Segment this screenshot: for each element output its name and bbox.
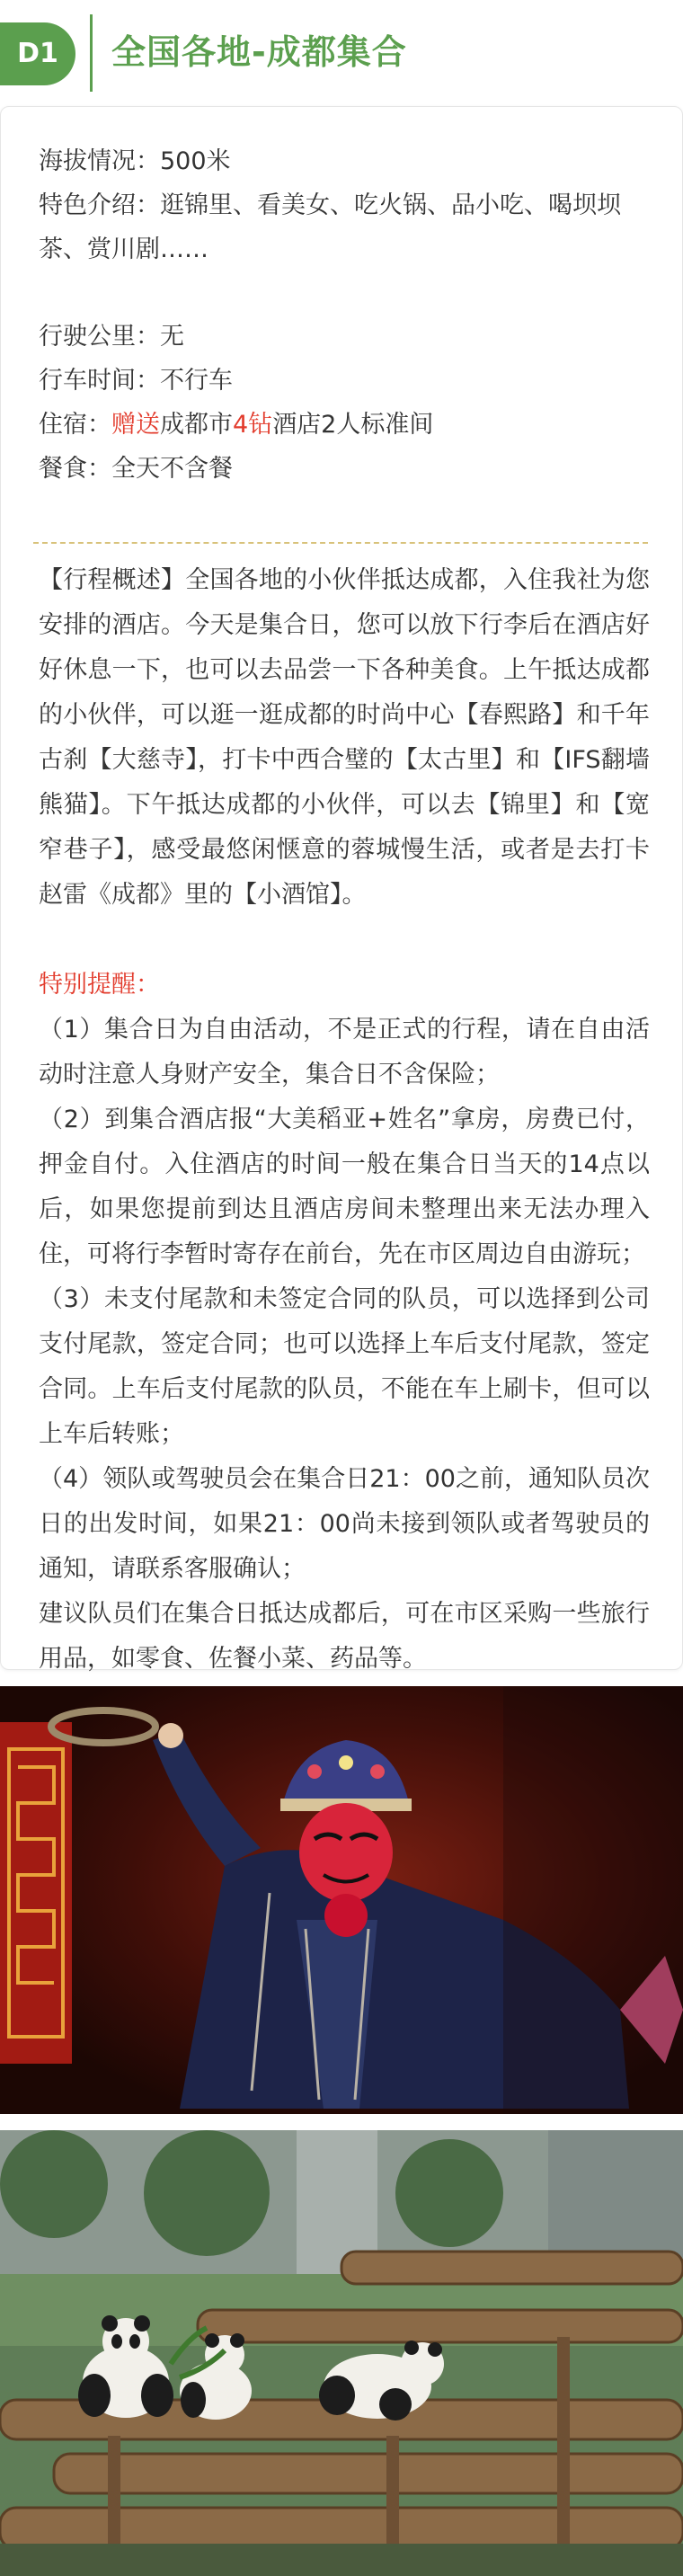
description-block (39, 558, 650, 1682)
day-badge: D1 (0, 22, 75, 85)
dashed-divider (33, 542, 648, 544)
stay-stars: 4钻 (233, 411, 273, 439)
header-divider (90, 14, 93, 92)
reminder-item-3: （3）未支付尾款和未签定合同的队员，可以选择到公司支付尾款，签定合同；也可以选择上车后支付尾款，签定合同。上车后支付尾款的队员，不能在车上刷卡，但可以上车后转账； (39, 1285, 650, 1448)
distance-line: 行驶公里：无 (39, 323, 184, 351)
stay-prefix: 住宿： (39, 411, 111, 439)
day-header (0, 0, 683, 106)
drive-time-line: 行车时间：不行车 (39, 367, 233, 395)
stay-line (39, 403, 650, 447)
reminder-item-2: （2）到集合酒店报“大美稻亚+姓名”拿房，房费已付，押金自付。入住酒店的时间一般在集合日当天的14点以后，如果您提前到达且酒店房间未整理出来无法办理入住，可将行李暂时寄存在前台，先在市区周边自由游玩； (39, 1106, 650, 1268)
features-line: 特色介绍：逛锦里、看美女、吃火锅、品小吃、喝坝坝茶、赏川剧…… (39, 191, 621, 263)
itinerary-card (0, 106, 683, 1673)
meals-line: 餐食：全天不含餐 (39, 455, 233, 483)
overview-paragraph: 【行程概述】全国各地的小伙伴抵达成都，入住我社为您安排的酒店。今天是集合日，您可以放下行李后在酒店好好休息一下，也可以去品尝一下各种美食。上午抵达成都的小伙伴，可以逛一逛成都的时尚中心【春熙路】和千年古刹【大慈寺】，打卡中西合璧的【太古里】和【IFS翻墙熊猫】。下午抵达成都的小伙伴，可以去【锦里】和【宽窄巷子】，感受最悠闲惬意的蓉城慢生活，或者是去打卡赵雷《成都》里的【小酒馆】。 (39, 566, 650, 909)
page-title: 全国各地-成都集合 (111, 32, 407, 72)
panda-base-photo (0, 2130, 683, 2576)
stay-suffix: 酒店2人标准间 (272, 411, 434, 439)
stay-gift: 赠送 (111, 411, 160, 439)
stay-city: 成都市 (160, 411, 233, 439)
reminder-title: 特别提醒： (39, 971, 160, 999)
reminder-item-4: （4）领队或驾驶员会在集合日21：00之前，通知队员次日的出发时间，如果21：00尚未接到领队或者驾驶员的通知，请联系客服确认； (39, 1465, 650, 1583)
info-block (39, 139, 650, 491)
reminder-item-1: （1）集合日为自由活动，不是正式的行程，请在自由活动时注意人身财产安全，集合日不含保险； (39, 1016, 650, 1088)
altitude-line: 海拔情况：500米 (39, 147, 231, 175)
opera-performer-photo (0, 1686, 683, 2114)
reminder-item-5: 建议队员们在集合日抵达成都后，可在市区采购一些旅行用品，如零食、佐餐小菜、药品等。 (39, 1600, 650, 1673)
